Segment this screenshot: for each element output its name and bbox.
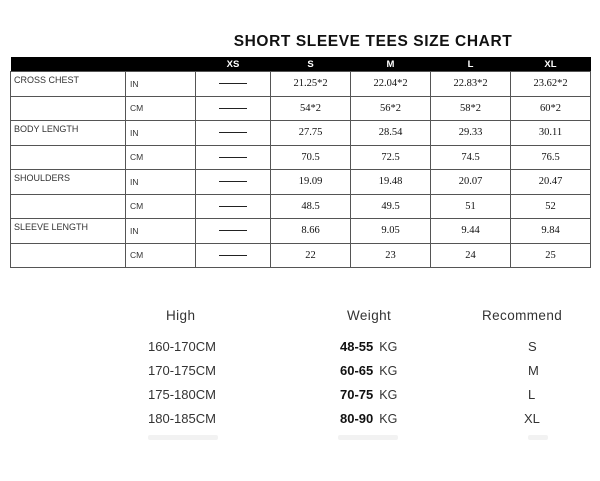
measurement-value: 23 <box>351 243 431 268</box>
size-header-l: L <box>431 57 511 72</box>
measurement-value: 27.75 <box>271 121 351 146</box>
measurement-value: 9.05 <box>351 219 431 244</box>
measurement-value: 9.84 <box>511 219 591 244</box>
weight-value: 70-75 <box>340 387 374 402</box>
measurement-value: 19.09 <box>271 170 351 195</box>
measurement-value: 72.5 <box>351 145 431 170</box>
weight-range <box>340 411 397 426</box>
measurement-value: 21.25*2 <box>271 72 351 97</box>
size-header-m: M <box>351 57 431 72</box>
header-high: High <box>166 308 196 323</box>
measurement-value: 25 <box>511 243 591 268</box>
unit-label: IN <box>126 170 196 195</box>
weight-unit: KG <box>379 412 398 426</box>
measurement-label: CROSS CHEST <box>11 72 126 97</box>
unit-label: CM <box>126 145 196 170</box>
measurement-value: 23.62*2 <box>511 72 591 97</box>
size-header-xs: XS <box>196 57 271 72</box>
measurement-value: 56*2 <box>351 96 431 121</box>
height-range: 180-185CM <box>148 411 216 426</box>
measurement-value: 8.66 <box>271 219 351 244</box>
measurement-value: 24 <box>431 243 511 268</box>
measurement-value: 51 <box>431 194 511 219</box>
measurement-value: 76.5 <box>511 145 591 170</box>
weight-range <box>340 339 397 354</box>
unit-label: IN <box>126 219 196 244</box>
weight-value: 80-90 <box>340 411 374 426</box>
measurement-value: 22.83*2 <box>431 72 511 97</box>
measurement-value: 19.48 <box>351 170 431 195</box>
size-header-xl: XL <box>511 57 591 72</box>
measurement-label: SLEEVE LENGTH <box>11 219 126 244</box>
measurement-value: 22 <box>271 243 351 268</box>
measurement-label: BODY LENGTH <box>11 121 126 146</box>
measurement-value: 28.54 <box>351 121 431 146</box>
recommended-size: M <box>528 363 539 378</box>
weight-unit: KG <box>379 340 398 354</box>
recommended-size: S <box>528 339 537 354</box>
measurement-value: 54*2 <box>271 96 351 121</box>
measurement-value: 49.5 <box>351 194 431 219</box>
size-header-s: S <box>271 57 351 72</box>
unit-label: IN <box>126 72 196 97</box>
unit-label: CM <box>126 194 196 219</box>
height-range: 175-180CM <box>148 387 216 402</box>
unit-label: CM <box>126 96 196 121</box>
unit-label: IN <box>126 121 196 146</box>
measurement-value: 60*2 <box>511 96 591 121</box>
chart-title: SHORT SLEEVE TEES SIZE CHART <box>233 33 513 50</box>
measurement-value: 70.5 <box>271 145 351 170</box>
weight-range <box>340 387 397 402</box>
measurement-value: 30.11 <box>511 121 591 146</box>
height-range: 160-170CM <box>148 339 216 354</box>
recommended-size: XL <box>524 411 540 426</box>
measurement-value: 20.07 <box>431 170 511 195</box>
measurement-value: 74.5 <box>431 145 511 170</box>
measurement-value: 48.5 <box>271 194 351 219</box>
measurement-value: 52 <box>511 194 591 219</box>
faded-row-remnant <box>148 435 568 443</box>
measurement-value: 20.47 <box>511 170 591 195</box>
measurement-value: 22.04*2 <box>351 72 431 97</box>
header-recommend: Recommend <box>482 308 563 323</box>
measurement-value: 9.44 <box>431 219 511 244</box>
height-range: 170-175CM <box>148 363 216 378</box>
measurement-label: SHOULDERS <box>11 170 126 195</box>
weight-unit: KG <box>379 388 398 402</box>
weight-value: 60-65 <box>340 363 374 378</box>
header-weight: Weight <box>347 308 392 323</box>
recommended-size: L <box>528 387 536 402</box>
measurement-value: 58*2 <box>431 96 511 121</box>
weight-value: 48-55 <box>340 339 374 354</box>
measurement-value: 29.33 <box>431 121 511 146</box>
weight-range <box>340 363 397 378</box>
weight-unit: KG <box>379 364 398 378</box>
unit-label: CM <box>126 243 196 268</box>
